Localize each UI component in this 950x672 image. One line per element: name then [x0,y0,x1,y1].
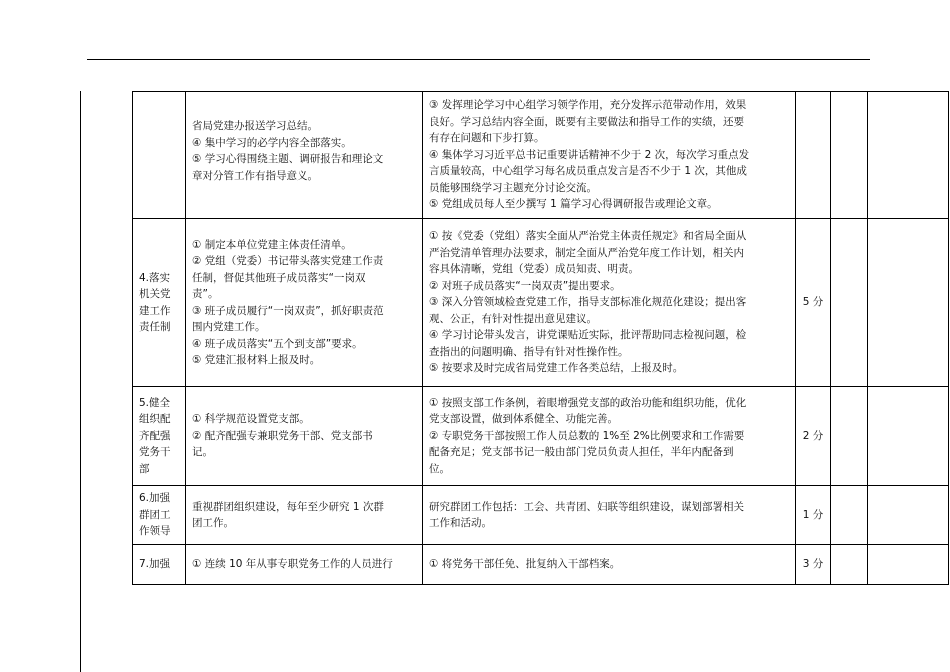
blank-cell [868,486,949,545]
header-rule [87,59,870,60]
item-cell [133,92,186,219]
table-row [133,545,949,585]
requirement-cell: ① 连续 10 年从事专职党务工作的人员进行 [186,545,423,585]
score-cell: 2 分 [796,387,831,486]
standard-cell: ① 将党务干部任免、批复纳入干部档案。 [423,545,796,585]
item-cell: 6.加强 群团工 作领导 [133,486,186,545]
score-cell: 3 分 [796,545,831,585]
table-row [133,486,949,545]
blank-cell [868,387,949,486]
score-cell: 5 分 [796,219,831,387]
item-cell: 5.健全 组织配 齐配强 党务干 部 [133,387,186,486]
blank-cell [868,545,949,585]
standard-cell: ① 按《党委（党组）落实全面从严治党主体责任规定》和省局全面从 严治党清单管理办法要求，制定全面从严治党年度工作计划，相关内 容具体清晰，党组（党委）成员知责、明责。 ② 对班子成员落实“一岗双责”提出要求。 ③ 深入分管领域检查党建工作，指导支部标准化规范化建设；提出客 观、公正，有针对性提出意见建议。 ④ 学习讨论带头发言，讲党课贴近实际，批评帮助同志检视问题，检 查指出的问题明确、指导有针对性操作性。 ⑤ 按要求及时完成省局党建工作各类总结，上报及时。 [423,219,796,387]
blank-cell [831,545,868,585]
standard-cell: 研究群团工作包括：工会、共青团、妇联等组织建设，谋划部署相关 工作和活动。 [423,486,796,545]
item-cell: 7.加强 [133,545,186,585]
table-row [133,387,949,486]
blank-cell [831,387,868,486]
blank-cell [868,219,949,387]
requirement-cell: 重视群团组织建设，每年至少研究 1 次群 团工作。 [186,486,423,545]
margin-rule [80,91,81,672]
requirement-cell: ① 制定本单位党建主体责任清单。 ② 党组（党委）书记带头落实党建工作责 任制，督促其他班子成员落实“一岗双 责”。 ③ 班子成员履行“一岗双责”，抓好职责范 围内党建工作。 ④ 班子成员落实“五个到支部”要求。 ⑤ 党建汇报材料上报及时。 [186,219,423,387]
blank-cell [868,92,949,219]
table-row [133,92,949,219]
requirement-cell: ① 科学规范设置党支部。 ② 配齐配强专兼职党务干部、党支部书 记。 [186,387,423,486]
standard-cell: ① 按照支部工作条例，着眼增强党支部的政治功能和组织功能，优化 党支部设置，做到体系健全、功能完善。 ② 专职党务干部按照工作人员总数的 1%至 2%比例要求和工作需要 配备充足；党支部书记一般由部门党员负责人担任，半年内配备到 位。 [423,387,796,486]
blank-cell [831,486,868,545]
requirement-cell: 省局党建办报送学习总结。 ④ 集中学习的必学内容全部落实。 ⑤ 学习心得围绕主题、调研报告和理论文 章对分管工作有指导意义。 [186,92,423,219]
assessment-table [132,91,949,585]
score-cell [796,92,831,219]
score-cell: 1 分 [796,486,831,545]
blank-cell [831,219,868,387]
standard-cell: ③ 发挥理论学习中心组学习领学作用，充分发挥示范带动作用，效果 良好。学习总结内容全面，既要有主要做法和指导工作的实绩，还要 有存在问题和下步打算。 ④ 集体学习习近平总书记重要讲话精神不少于 2 次，每次学习重点发 言质量较高，中心组学习每名成员重点发言是否不少于 1 次，其他成 员能够围绕学习主题充分讨论交流。 ⑤ 党组成员每人至少撰写 1 篇学习心得调研报告或理论文章。 [423,92,796,219]
blank-cell [831,92,868,219]
table-row [133,219,949,387]
item-cell: 4.落实 机关党 建工作 责任制 [133,219,186,387]
